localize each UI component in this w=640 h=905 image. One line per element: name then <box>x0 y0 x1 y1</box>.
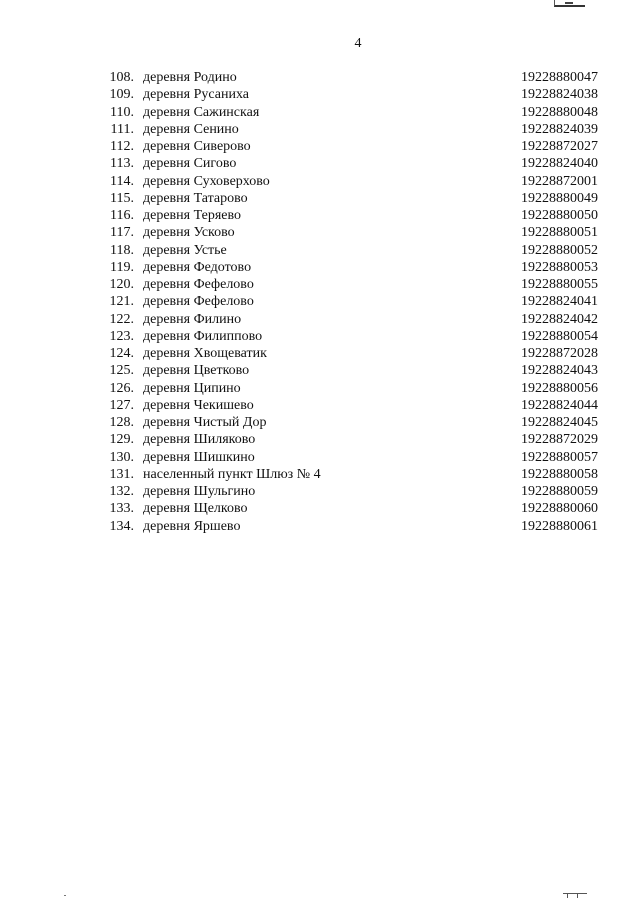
settlement-code: 19228880057 <box>521 449 598 465</box>
settlement-code: 19228872028 <box>521 346 598 361</box>
list-item <box>0 69 640 86</box>
list-item <box>0 190 640 207</box>
list-item <box>0 259 640 276</box>
settlement-code: 19228880052 <box>521 242 598 258</box>
list-item <box>0 224 640 241</box>
list-item <box>0 104 640 121</box>
settlement-name: деревня Яршево <box>143 518 241 534</box>
list-item <box>0 414 640 431</box>
row-number: 109. <box>109 87 134 103</box>
row-number: 116. <box>110 208 134 223</box>
row-number: 117. <box>110 225 134 241</box>
settlement-code: 19228824044 <box>521 397 598 413</box>
settlement-code: 19228824045 <box>521 415 598 430</box>
settlement-name: деревня Сиверово <box>143 139 251 154</box>
row-number: 119. <box>110 259 134 275</box>
list-item <box>0 431 640 448</box>
settlement-code: 19228880050 <box>521 208 598 223</box>
settlement-name: деревня Татарово <box>143 190 248 206</box>
settlement-code: 19228880051 <box>521 225 598 241</box>
settlement-name: деревня Фефелово <box>143 277 254 292</box>
settlement-code: 19228824043 <box>521 363 598 379</box>
settlement-name: деревня Суховерхово <box>143 173 270 189</box>
settlement-code: 19228824040 <box>521 156 598 172</box>
settlement-name: деревня Усково <box>143 225 235 241</box>
row-number: 108. <box>109 70 134 85</box>
settlement-name: деревня Шиляково <box>143 432 256 448</box>
row-number: 129. <box>109 432 134 448</box>
settlement-name: деревня Русаниха <box>143 87 249 103</box>
row-number: 128. <box>109 415 134 430</box>
settlement-name: населенный пункт Шлюз № 4 <box>143 466 321 482</box>
settlement-code: 19228880049 <box>521 190 598 206</box>
row-number: 132. <box>109 484 134 499</box>
settlement-code: 19228880048 <box>521 104 598 120</box>
list-item <box>0 500 640 517</box>
row-number: 127. <box>109 397 134 413</box>
settlement-code: 19228880055 <box>521 277 598 292</box>
row-number: 125. <box>109 363 134 379</box>
settlement-list <box>0 69 640 535</box>
row-number: 131. <box>109 466 134 482</box>
list-item <box>0 483 640 500</box>
row-number: 134. <box>109 518 134 534</box>
list-item <box>0 466 640 483</box>
row-number: 118. <box>110 242 134 258</box>
settlement-code: 19228872001 <box>521 173 598 189</box>
row-number: 120. <box>109 277 134 292</box>
row-number: 111. <box>110 121 134 137</box>
scan-bottom-dot <box>64 895 66 896</box>
list-item <box>0 173 640 190</box>
list-item <box>0 518 640 535</box>
settlement-code: 19228872027 <box>521 139 598 154</box>
settlement-name: деревня Щелково <box>143 501 248 517</box>
list-item <box>0 138 640 155</box>
row-number: 113. <box>110 156 134 172</box>
row-number: 133. <box>109 501 134 517</box>
settlement-name: деревня Чекишево <box>143 397 254 413</box>
settlement-name: деревня Цветково <box>143 363 250 379</box>
row-number: 115. <box>110 190 134 206</box>
settlement-code: 19228880056 <box>521 380 598 396</box>
list-item <box>0 380 640 397</box>
settlement-code: 19228880047 <box>521 70 598 85</box>
settlement-name: деревня Шишкино <box>143 449 255 465</box>
settlement-name: деревня Родино <box>143 70 237 85</box>
settlement-name: деревня Чистый Дор <box>143 415 267 430</box>
list-item <box>0 345 640 362</box>
settlement-code: 19228880054 <box>521 328 598 344</box>
row-number: 124. <box>109 346 134 361</box>
scan-bottom-mark <box>563 893 587 898</box>
list-item <box>0 328 640 345</box>
settlement-code: 19228880058 <box>521 466 598 482</box>
settlement-name: деревня Федотово <box>143 259 252 275</box>
list-item <box>0 449 640 466</box>
row-number: 123. <box>109 328 134 344</box>
row-number: 126. <box>109 380 134 396</box>
list-item <box>0 86 640 103</box>
list-item <box>0 121 640 138</box>
settlement-code: 19228880053 <box>521 259 598 275</box>
settlement-name: деревня Устье <box>143 242 227 258</box>
settlement-code: 19228824039 <box>521 121 598 137</box>
settlement-name: деревня Филино <box>143 311 242 327</box>
settlement-code: 19228872029 <box>521 432 598 448</box>
settlement-code: 19228880060 <box>521 501 598 517</box>
row-number: 112. <box>110 139 134 154</box>
list-item <box>0 155 640 172</box>
row-number: 130. <box>109 449 134 465</box>
settlement-name: деревня Ципино <box>143 380 241 396</box>
settlement-code: 19228824042 <box>521 311 598 327</box>
list-item <box>0 311 640 328</box>
settlement-code: 19228824038 <box>521 87 598 103</box>
settlement-name: деревня Хвощеватик <box>143 346 267 361</box>
row-number: 121. <box>109 294 134 310</box>
list-item <box>0 397 640 414</box>
list-item <box>0 242 640 259</box>
row-number: 110. <box>110 104 134 120</box>
list-item <box>0 207 640 224</box>
settlement-code: 19228880061 <box>521 518 598 534</box>
settlement-name: деревня Сенино <box>143 121 239 137</box>
settlement-code: 19228880059 <box>521 484 598 499</box>
row-number: 114. <box>110 173 134 189</box>
settlement-name: деревня Шульгино <box>143 484 256 499</box>
settlement-name: деревня Филиппово <box>143 328 263 344</box>
settlement-name: деревня Фефелово <box>143 294 254 310</box>
settlement-name: деревня Сажинская <box>143 104 260 120</box>
settlement-code: 19228824041 <box>521 294 598 310</box>
page-number: 4 <box>354 36 362 51</box>
settlement-name: деревня Теряево <box>143 208 241 223</box>
list-item <box>0 276 640 293</box>
scan-corner-mark <box>554 0 585 7</box>
row-number: 122. <box>109 311 134 327</box>
list-item <box>0 362 640 379</box>
list-item <box>0 293 640 310</box>
settlement-name: деревня Сигово <box>143 156 237 172</box>
